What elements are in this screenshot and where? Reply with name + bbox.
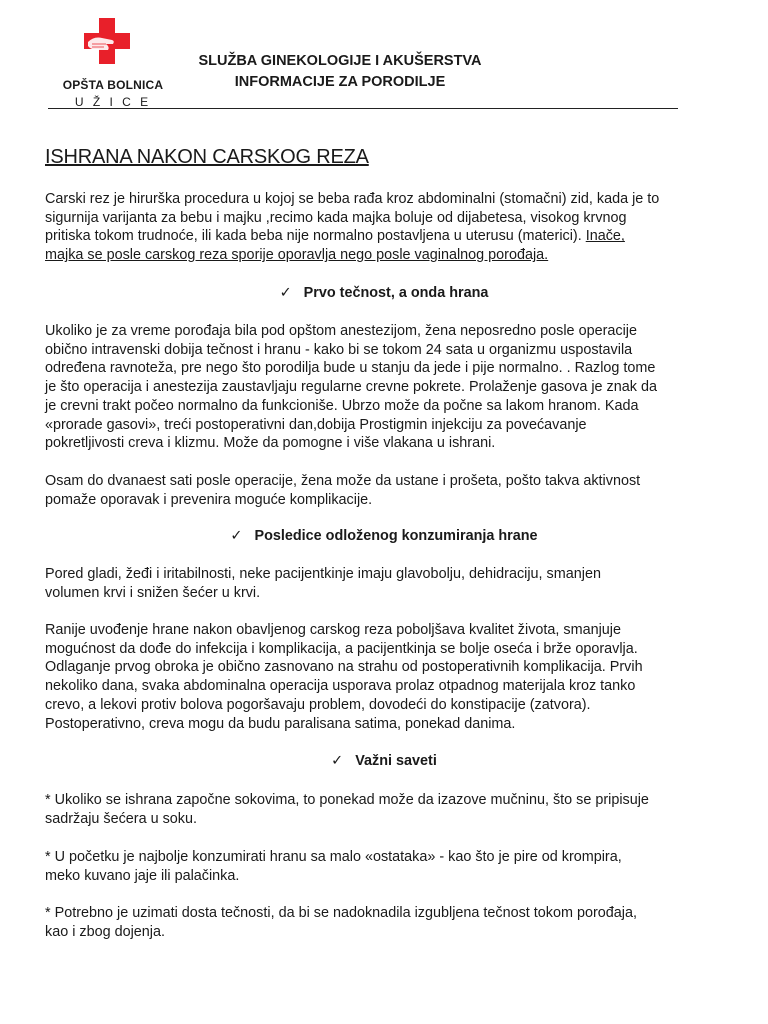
text-line: pokretljivosti creva i klizmu. Može da pomogne i više vlakana u ishrani. xyxy=(45,435,496,452)
tip-juices xyxy=(45,791,660,828)
text-line: mogućnost da dođe do infekcija i komplikacija, a pacijentkinja se bolje oseća i brže oporavlja. xyxy=(45,640,638,657)
intro-underlined-line: majka se posle carskog reza sporije oporavlja nego posle vaginalnog porođaja. xyxy=(45,247,549,264)
page-title: ISHRANA NAKON CARSKOG REZA xyxy=(45,146,369,168)
tip-fluids xyxy=(45,904,660,941)
section-heading-tips xyxy=(0,753,768,769)
text-line: je što operacija i anestezija zaustavljaju regularne crevne pokrete. Prolaženje gasova je znak da xyxy=(45,379,657,396)
section-title: Prvo tečnost, a onda hrana xyxy=(303,285,489,301)
header-divider xyxy=(48,108,678,109)
section-title: Važni saveti xyxy=(355,753,437,769)
intro-paragraph xyxy=(45,190,660,265)
section-heading-delayed-eating xyxy=(0,528,768,544)
symptoms-paragraph xyxy=(45,565,660,602)
text-line: je crevni trakt počeo normalno da funkcioniše. Ubrzo može da počne sa lakom hranom. Kada xyxy=(45,397,639,414)
red-cross-logo-icon xyxy=(82,16,132,66)
text-line: * U početku je najbolje konzumirati hranu sa malo «ostataka» - kao što je pire od krompira, xyxy=(45,849,622,865)
hospital-name: OPŠTA BOLNICA xyxy=(62,78,164,92)
checkmark-icon: ✓ xyxy=(230,528,243,544)
document-subtitle: INFORMACIJE ZA PORODILJE xyxy=(234,74,446,90)
intro-line: sigurnija varijanta za bebu i majku ,recimo kada majka boluje od dijabetesa, visokog krvnog xyxy=(45,209,627,226)
text-line: Ranije uvođenje hrane nakon obavljenog carskog reza poboljšava kvalitet života, smanjuje xyxy=(45,622,621,638)
text-line: «prorade gasovi», treći postoperativni dan,dobija Prostigmin injekciju za povećavanje xyxy=(45,416,587,433)
hospital-city: U Ž I C E xyxy=(74,95,152,109)
text-line: određena ravnoteža, pre nego što porodilja bude u stanju da jede i pije normalno. . Razlog tome xyxy=(45,360,656,377)
checkmark-icon: ✓ xyxy=(331,753,344,769)
tip-low-residue-food xyxy=(45,848,660,885)
text-line: Osam do dvanaest sati posle operacije, žena može da ustane i prošeta, pošto takva aktivnost xyxy=(45,473,641,489)
early-feeding-paragraph xyxy=(45,621,660,733)
section-heading-fluids xyxy=(0,285,768,301)
walking-paragraph xyxy=(45,472,660,509)
text-line: * Ukoliko se ishrana započne sokovima, to ponekad može da izazove mučninu, što se pripisuje xyxy=(45,792,649,808)
text-line: Pored gladi, žeđi i iritabilnosti, neke pacijentkinje imaju glavobolju, dehidraciju, smanjen xyxy=(45,566,601,582)
text-line: * Potrebno je uzimati dosta tečnosti, da bi se nadoknadila izgubljena tečnost tokom porođaja, xyxy=(45,905,637,921)
text-line: Postoperativno, creva mogu da budu paralisana satima, ponekad danima. xyxy=(45,715,516,732)
text-line: Odlaganje prvog obroka je obično zasnovano na strahu od postoperativnih komplikacija. Prvih xyxy=(45,659,643,676)
text-line: kao i zbog dojenja. xyxy=(45,923,166,940)
intro-line: Carski rez je hirurška procedura u kojoj se beba rađa kroz abdominalni (stomačni) zid, kada je to xyxy=(45,191,660,207)
text-line: crevo, a lekovi protiv bolova pogoršavaju problem, dovodeći do konstipacije (zatvora). xyxy=(45,696,591,713)
text-line: volumen krvi i snižen šećer u krvi. xyxy=(45,584,261,601)
text-line: Ukoliko je za vreme porođaja bila pod opštom anestezijom, žena neposredno posle operacije xyxy=(45,323,637,339)
intro-text: pritiska tokom trudnoće, ili kada beba nije normalno postavljena u uterusu (materici). xyxy=(45,228,586,245)
section-title: Posledice odloženog konzumiranja hrane xyxy=(254,528,538,544)
checkmark-icon: ✓ xyxy=(279,285,292,301)
text-line: meko kuvano jaje ili palačinka. xyxy=(45,867,240,884)
text-line: obično intravenski dobija tečnost i hranu - kako bi se tokom 24 sata u organizmu uspostavila xyxy=(45,341,633,358)
text-line: sadržaju šećera u soku. xyxy=(45,810,197,827)
department-title: SLUŽBA GINEKOLOGIJE I AKUŠERSTVA xyxy=(198,53,482,69)
text-line: nekoliko dana, svaka abdominalna operacija usporava prolaz otpadnog materijala kroz tanko xyxy=(45,678,636,695)
text-line: pomaže oporavak i prevenira moguće komplikacije. xyxy=(45,491,373,508)
fluids-paragraph xyxy=(45,322,660,453)
intro-line xyxy=(45,227,660,246)
intro-underlined-text: Inače, xyxy=(585,228,625,245)
